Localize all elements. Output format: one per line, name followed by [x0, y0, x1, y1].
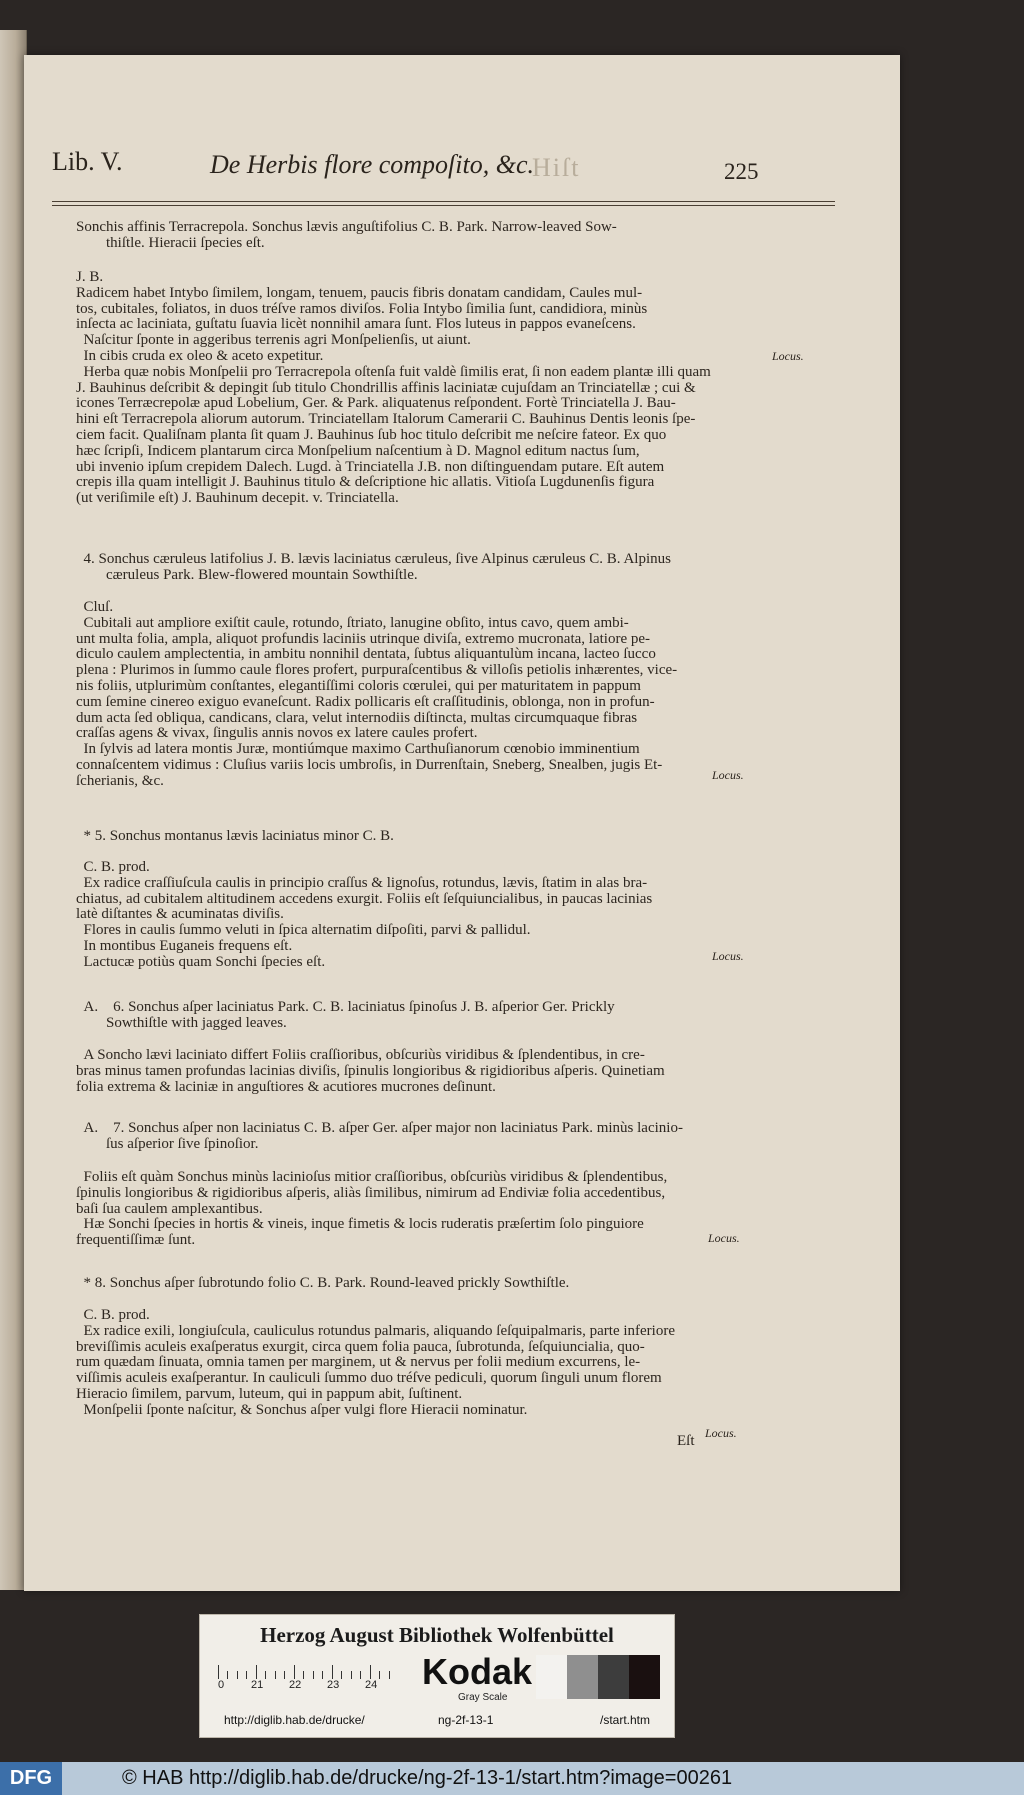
- book-edge: [0, 30, 27, 1590]
- credit-link[interactable]: © HAB http://diglib.hab.de/drucke/ng-2f-13-1/start.htm?image=00261: [122, 1767, 733, 1789]
- paragraph: C. B. prod. Ex radice exili, longiuſcula, cauliculus rotundus palmaris, aliquando ſeſquipalmaris, parte inferiore breviſſimis aculeis exaſperatus exurgit, circa quem folia pauca, ſubrotunda, ſeſquiuncialia, quo- rum quædam ſinuata, omnia tamen per marginem, ut & nervus per folii medium excurrens, le- viſſimis aculeis exaſperantur. In cauliculi ſummo duo tréſve pediculi, quorum ſinguli unum florem Hieracio ſimilem, parvum, luteum, qui in pappum abit, ſuſtinent. Monſpelii ſponte naſcitur, & Sonchus aſper vulgi flore Hieracii nominatur.: [76, 1307, 675, 1418]
- url-right: /start.htm: [600, 1713, 651, 1727]
- status-bar: [0, 1762, 1024, 1795]
- kodak-logo: Kodak: [422, 1651, 533, 1692]
- gray-swatches: [536, 1655, 660, 1699]
- paragraph: Foliis eſt quàm Sonchus minùs lacinioſus mitior craſſioribus, obſcuriùs viridibus & ſplendentibus, ſpinulis longioribus & rigidioribus aſperis, aliàs ſimilibus, nimirum ad Endiviæ folia accedentibus, baſi ſua caulem amplexantibus. Hæ Sonchi ſpecies in hortis & vineis, inque fimetis & locis ruderatis præſertim ſolo pinguiore frequentiſſimæ ſunt.: [76, 1169, 668, 1249]
- library-name: Herzog August Bibliothek Wolfenbüttel: [260, 1623, 614, 1647]
- margin-note: Locus.: [712, 768, 744, 782]
- paragraph: Cluſ. Cubitali aut ampliore exiſtit caule, rotundo, ſtriato, lanugine obſito, intus cavo, quem ambi- unt multa folia, ampla, aliquot profundis laciniis utrinque diviſa, extremo mucronata, latiore pe- diculo caulem amplectentia, in ambitu nonnihil dentata, ſubtus aliquantulùm incana, lacteo ſucco plena : Plurimos in ſummo caule flores profert, purpuraſcentibus & villoſis petiolis inhærentes, vice- nis foliis, utplurimùm conſtantes, elegantiſſimi coloris cœrulei, qui per maturitatem in pappum cum ſemine cinereo exiguo evaneſcunt. Radix pollicaris eſt craſſitudinis, oblonga, non in profun- dum acta ſed obliqua, candicans, clara, velut internodiis diſtincta, multas circumquaque fibras craſſas agens & vivax, ſingulis annis novos ex latere caules profert. In ſylvis ad latera montis Juræ, montiúmque maximo Carthuſianorum cœnobio imminentium connaſcentem vidimus : Cluſius variis locis umbroſis, in Durrenſtain, Sneberg, Snealben, jugis Et- ſcherianis, &c.: [76, 599, 678, 789]
- margin-note: Locus.: [705, 1426, 737, 1440]
- scale-ruler: [218, 1655, 408, 1691]
- ruler-label: 21: [251, 1679, 264, 1691]
- margin-note: Locus.: [772, 349, 804, 363]
- paragraph: J. B. Radicem habet Intybo ſimilem, longam, tenuem, paucis fibris donatam candidam, Caules mul- tos, cubitales, foliatos, in duos tréſve ramos diviſos. Folia Intybo ſimilia ſunt, candidiora, minùs inſecta ac laciniata, guſtatu ſuavia licèt nonnihil amara ſunt. Flos luteus in pappos evaneſcens. Naſcitur ſponte in aggeribus terrenis agri Monſpelienſis, ut aiunt. In cibis cruda ex oleo & aceto expetitur. Herba quæ nobis Monſpelii pro Terracrepola oſtenſa fuit valdè ſimilis erat, ſi non eadem plantæ illi quam J. Bauhinus deſcribit & depingit ſub titulo Chondrillis affinis laciniatæ cujuſdam an Trinciatellæ ; cui & icones Terræcrepolæ apud Lobelium, Ger. & Park. aliquatenus reſpondent. Fortè Trinciatella J. Bau- hini eſt Terracrepola aliorum autorum. Trinciatellam Italorum Camerarii C. Bauhinus Dentis leonis ſpe- ciem facit. Qualiſnam planta ſit quam J. Bauhinus ſub hoc titulo deſcribit me neſcire fateor. Ex quo hæc ſcripſi, Indicem plantarum circa Monſpelium naſcentium à D. Magnol editum nactus ſum, ubi invenio ipſum crepidem Dalech. Lugd. à Trinciatella J.B. non diſtinguendam putare. Eſt autem crepis illa quam intelligit J. Bauhinus titulo & deſcriptione hic allatis. Vitioſa Lugdunenſis figura (ut veriſimile eſt) J. Bauhinum decepit. v. Trinciatella.: [76, 269, 711, 507]
- margin-note: Locus.: [708, 1231, 740, 1245]
- ruler-label: 0: [218, 1679, 225, 1691]
- url-mid: ng-2f-13-1: [438, 1713, 494, 1727]
- catchword: Eſt: [677, 1433, 695, 1449]
- margin-note: Locus.: [712, 949, 744, 963]
- entry-heading: A. 6. Sonchus aſper laciniatus Park. C. B. laciniatus ſpinoſus J. B. aſperior Ger. Prickly Sowthiſtle with jagged leaves.: [83, 999, 615, 1031]
- entry-heading: Sonchis affinis Terracrepola. Sonchus lævis anguſtifolius C. B. Park. Narrow-leaved Sow- thiſtle. Hieracii ſpecies eſt.: [76, 219, 617, 251]
- ruler-label: 24: [365, 1679, 378, 1691]
- ruler-label: 23: [327, 1679, 340, 1691]
- book-label: Lib. V.: [52, 147, 123, 176]
- bleed-through-text: Hiſt: [532, 153, 581, 182]
- paragraph: A Soncho lævi laciniato differt Foliis craſſioribus, obſcuriùs viridibus & ſplendentibus, in cre- bras minus tamen profundas lacinias diviſis, ſpinulis longioribus & rigidioribus aſperis. Quinetiam folia extrema & laciniæ in anguſtiores & acutiores mucrones deſinunt.: [76, 1047, 665, 1095]
- entry-heading: 4. Sonchus cæruleus latifolius J. B. lævis laciniatus cæruleus, ſive Alpinus cæruleus C. B. Alpinus cæruleus Park. Blew-flowered mountain Sowthiſtle.: [83, 551, 671, 583]
- page-number: 225: [724, 159, 759, 184]
- book-page: [24, 55, 900, 1591]
- paragraph: C. B. prod. Ex radice craſſiuſcula caulis in principio craſſus & lignoſus, rotundus, lævis, ſtatim in alas bra- chiatus, ad cubitalem altitudinem accedens exurgit. Foliis eſt ſeſquiuncialibus, in paucas lacinias latè diſtantes & acuminatas diviſis. Flores in caulis ſummo veluti in ſpica alternatim diſpoſiti, parvi & pallidul. In montibus Euganeis frequens eſt. Lactucæ potiùs quam Sonchi ſpecies eſt.: [76, 859, 653, 970]
- running-title: De Herbis flore compoſito, &c.: [210, 150, 534, 179]
- entry-heading: * 8. Sonchus aſper ſubrotundo folio C. B. Park. Round-leaved prickly Sowthiſtle.: [76, 1275, 570, 1291]
- url-left: http://diglib.hab.de/drucke/: [224, 1713, 365, 1727]
- entry-heading: A. 7. Sonchus aſper non laciniatus C. B. aſper Ger. aſper major non laciniatus Park. minùs lacinio- ſus aſperior ſive ſpinoſior.: [83, 1120, 683, 1152]
- header-rule: [52, 201, 835, 202]
- scan-target-card: [199, 1614, 675, 1738]
- entry-heading: * 5. Sonchus montanus lævis laciniatus minor C. B.: [76, 828, 394, 844]
- dfg-logo[interactable]: DFG: [0, 1762, 62, 1795]
- header-rule: [52, 205, 835, 206]
- gray-scale-label: Gray Scale: [458, 1692, 508, 1703]
- ruler-label: 22: [289, 1679, 302, 1691]
